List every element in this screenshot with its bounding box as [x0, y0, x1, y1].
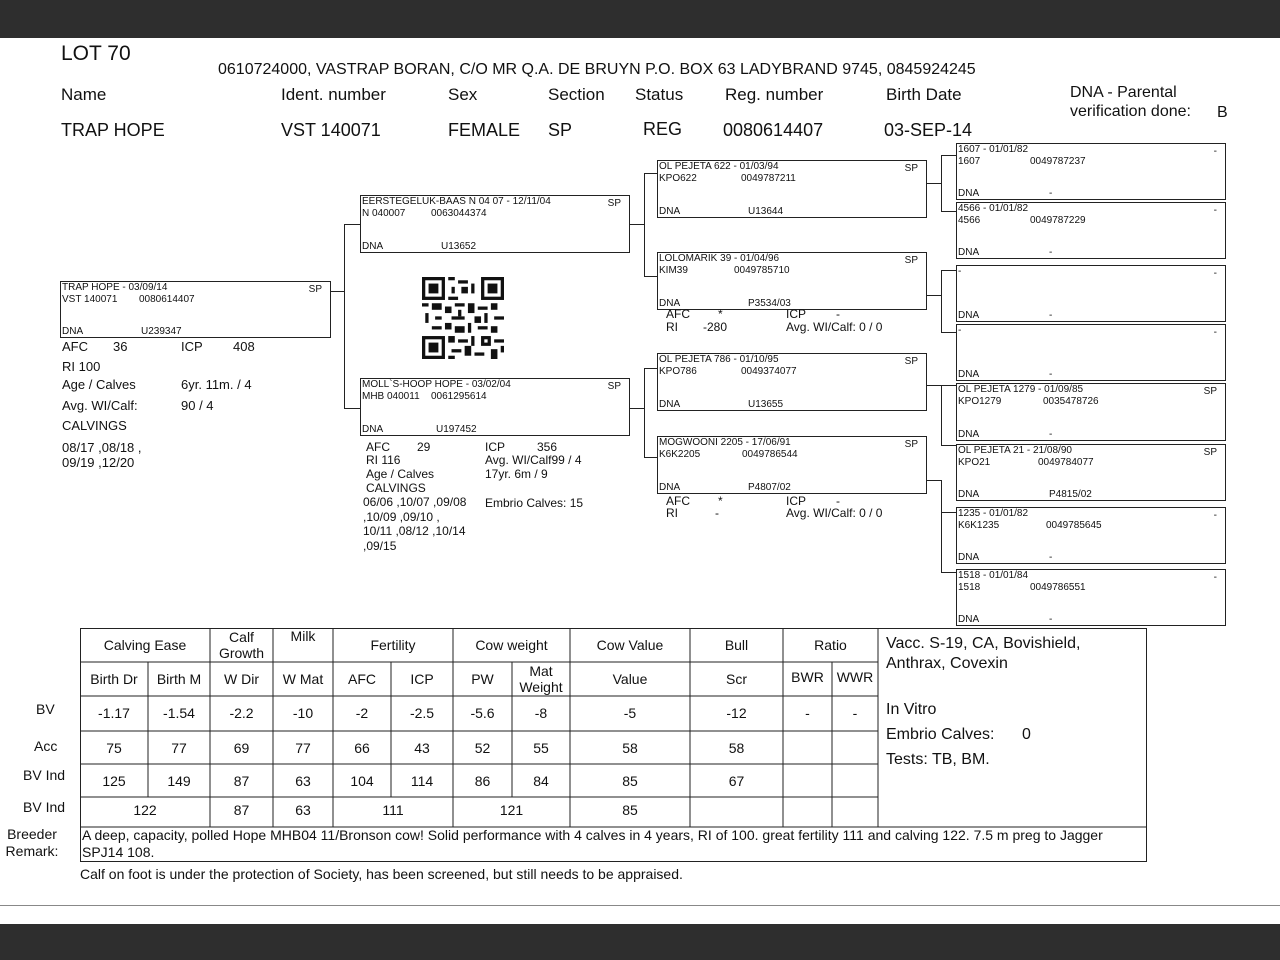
connector	[344, 408, 360, 409]
ss-title: OL PEJETA 622 - 01/03/94	[659, 161, 779, 172]
subject-wi-value: 90 / 4	[181, 398, 214, 413]
pedigree-dam-sire	[657, 353, 927, 411]
group-cow-weight: Cow weight	[475, 637, 548, 653]
embrio-value: 0	[1022, 726, 1031, 743]
col-mat-weight: Mat Weight	[519, 663, 563, 695]
dd-ri-value: -	[715, 506, 719, 520]
ss-dna-value: U13644	[748, 206, 784, 217]
embrio-label: Embrio Calves:	[886, 726, 995, 743]
sire-dna-label: DNA	[362, 241, 384, 252]
g5-reg: 0035478726	[1043, 396, 1099, 407]
dam-icp-label: ICP	[485, 440, 506, 454]
g1-dna-label: DNA	[958, 188, 980, 199]
connector	[941, 155, 956, 156]
g8-section: -	[1213, 572, 1217, 583]
connector	[941, 572, 956, 573]
g3-title: -	[958, 266, 962, 277]
col-wwr: WWR	[836, 669, 874, 685]
dd-icp-label: ICP	[786, 494, 807, 508]
g8-reg: 0049786551	[1030, 582, 1086, 593]
pedigree-subject	[60, 281, 331, 338]
header-section: Section	[548, 85, 605, 104]
owner-line: 0610724000, VASTRAP BORAN, C/O MR Q.A. DE BRUYN P.O. BOX 63 LADYBRAND 9745, 0845924245	[218, 61, 976, 78]
sire-reg: 0063044374	[431, 208, 487, 219]
connector	[941, 270, 942, 332]
connector	[941, 385, 942, 445]
bvind2-cow-value: 85	[622, 802, 638, 818]
sd-section: SP	[904, 255, 918, 266]
subject-dna-value: U239347	[141, 326, 182, 337]
g7-section: -	[1213, 510, 1217, 521]
g7-reg: 0049785645	[1046, 520, 1102, 531]
subject-afc-label: AFC	[62, 339, 88, 354]
dam-afc-value: 29	[417, 440, 431, 454]
sd-dna-label: DNA	[659, 298, 681, 309]
g8-dna-label: DNA	[958, 614, 980, 625]
connector	[941, 445, 956, 446]
g7-dna-value: -	[1049, 552, 1053, 563]
acc-w-dir: 69	[233, 739, 250, 756]
subject-calvings-label: CALVINGS	[62, 418, 127, 433]
connector	[644, 368, 645, 458]
group-calf-growth: Calf Growth	[218, 629, 265, 661]
sd-afc-value: *	[718, 307, 723, 321]
animal-name: TRAP HOPE	[61, 120, 165, 140]
connector	[925, 183, 941, 184]
dd-afc-value: *	[718, 494, 723, 508]
bv-afc: -2	[355, 705, 369, 721]
bvind2-calving: 122	[133, 802, 157, 818]
g1-title: 1607 - 01/01/82	[958, 144, 1029, 155]
dam-dna-label: DNA	[362, 424, 384, 435]
bv-wwr: -	[852, 705, 858, 721]
g2-section: -	[1213, 205, 1217, 216]
ss-reg: 0049787211	[741, 173, 796, 184]
pedigree-sire-dam	[657, 252, 927, 310]
dam-id: MHB 040011	[362, 391, 420, 402]
g7-dna-label: DNA	[958, 552, 980, 563]
dd-afc-label: AFC	[666, 494, 690, 508]
connector	[644, 276, 657, 277]
header-sex: Sex	[448, 85, 478, 104]
bv-bwr: -	[805, 705, 810, 721]
ss-section: SP	[904, 163, 918, 174]
bvind-birth-dr: 125	[102, 772, 126, 789]
sd-id: KIM39	[659, 265, 688, 276]
bvind-w-dir: 87	[233, 772, 250, 789]
pedigree-dam-dam	[657, 436, 927, 494]
header-reg: Reg. number	[725, 85, 824, 104]
connector	[941, 480, 942, 572]
ss-dna-label: DNA	[659, 206, 681, 217]
bvind-afc: 104	[350, 772, 374, 789]
animal-section: SP	[548, 120, 573, 140]
g4-dna-value: -	[1049, 369, 1053, 380]
acc-value: 58	[622, 739, 638, 756]
connector	[330, 291, 344, 292]
sire-title: EERSTEGELUK-BAAS N 04 07 - 12/11/04	[362, 196, 551, 207]
subject-age-value: 6yr. 11m. / 4	[181, 377, 252, 392]
row-label-bv-ind: BV Ind	[23, 799, 66, 815]
sd-afc-label: AFC	[666, 307, 690, 321]
subject-section: SP	[308, 284, 322, 295]
acc-scr: 58	[728, 739, 745, 756]
ds-title: OL PEJETA 786 - 01/10/95	[659, 354, 779, 365]
g1-reg: 0049787237	[1030, 156, 1086, 167]
dd-title: MOGWOONI 2205 - 17/06/91	[659, 437, 791, 448]
dam-age-label: Age / Calves	[366, 467, 435, 481]
dna-flag: B	[1217, 104, 1228, 121]
col-birth-m: Birth M	[156, 671, 202, 687]
acc-afc: 66	[354, 739, 370, 756]
dam-section: SP	[607, 381, 621, 392]
ds-section: SP	[904, 356, 918, 367]
pedigree-sire	[360, 195, 630, 253]
acc-mat-weight: 55	[533, 739, 549, 756]
connector	[941, 332, 956, 333]
pedigree-gen3-1	[956, 143, 1226, 200]
g3-section: -	[1213, 268, 1217, 279]
header-name: Name	[61, 85, 107, 104]
pedigree-gen3-2	[956, 202, 1226, 259]
dd-dna-value: P4807/02	[748, 482, 791, 493]
g2-dna-label: DNA	[958, 247, 980, 258]
bvind2-milk: 63	[295, 802, 311, 818]
bvind2-calf: 87	[233, 802, 250, 818]
pedigree-gen3-8	[956, 569, 1226, 626]
bv-birth-m: -1.54	[163, 705, 195, 721]
dd-ri-label: RI	[666, 506, 678, 520]
connector	[941, 385, 956, 386]
bv-icp: -2.5	[409, 705, 435, 721]
subject-title: TRAP HOPE - 03/09/14	[62, 282, 168, 293]
connector	[941, 270, 956, 271]
dd-icp-value: -	[836, 494, 840, 508]
group-fertility: Fertility	[370, 637, 416, 653]
dam-reg: 0061295614	[431, 391, 487, 402]
footer-divider	[0, 905, 1280, 906]
col-value: Value	[612, 671, 648, 687]
vaccinations: Vacc. S-19, CA, Bovishield, Anthrax, Covexin	[886, 635, 1081, 672]
bv-scr: -12	[726, 705, 747, 721]
g8-title: 1518 - 01/01/84	[958, 570, 1029, 581]
dam-calvings-label: CALVINGS	[366, 481, 426, 495]
dam-title: MOLL`S-HOOP HOPE - 03/02/04	[362, 379, 511, 390]
top-bar	[0, 0, 1280, 38]
ds-dna-value: U13655	[748, 399, 784, 410]
connector	[925, 295, 941, 296]
in-vitro: In Vitro	[886, 701, 937, 718]
g2-title: 4566 - 01/01/82	[958, 203, 1029, 214]
connector	[344, 224, 345, 409]
dna-note: DNA - Parental verification done:	[1070, 84, 1191, 120]
group-ratio: Ratio	[814, 637, 847, 653]
subject-age-label: Age / Calves	[62, 377, 136, 392]
g6-title: OL PEJETA 21 - 21/08/90	[958, 445, 1072, 456]
dam-calvings-list: ,10/09 ,09/10 ,	[363, 510, 440, 524]
sire-id: N 040007	[362, 208, 406, 219]
sd-wi: Avg. WI/Calf: 0 / 0	[786, 320, 883, 334]
breeder-remark-label: Breeder Remark:	[5, 826, 59, 859]
breeder-remark: A deep, capacity, polled Hope MHB04 11/Bronson cow! Solid performance with 4 calves in 4 years, RI of 100. great fertility 111 and calving 122. 7.5 m preg to Jagger SPJ14 108.	[82, 827, 1103, 860]
sd-reg: 0049785710	[734, 265, 790, 276]
animal-status: REG	[643, 119, 683, 139]
bvind-scr: 67	[728, 772, 745, 789]
g5-dna-label: DNA	[958, 429, 980, 440]
sd-icp-value: -	[836, 307, 840, 321]
g5-title: OL PEJETA 1279 - 01/09/85	[958, 384, 1084, 395]
pedigree-gen3-6	[956, 444, 1226, 501]
acc-w-mat: 77	[295, 739, 311, 756]
animal-sex: FEMALE	[448, 120, 521, 140]
subject-ri: RI 100	[62, 359, 101, 374]
g6-reg: 0049784077	[1038, 457, 1094, 468]
pedigree-dam	[360, 378, 630, 436]
connector	[344, 224, 360, 225]
connector	[941, 512, 956, 513]
g5-section: SP	[1203, 386, 1217, 397]
g3-dna-label: DNA	[958, 310, 980, 321]
g1-section: -	[1213, 146, 1217, 157]
subject-reg: 0080614407	[139, 294, 195, 305]
g7-title: 1235 - 01/01/82	[958, 508, 1029, 519]
group-milk: Milk	[290, 628, 316, 644]
dam-wi: Avg. WI/Calf99 / 4	[485, 453, 582, 467]
subject-id: VST 140071	[62, 294, 118, 305]
connector	[941, 155, 942, 211]
g5-id: KPO1279	[958, 396, 1002, 407]
group-cow-value: Cow Value	[596, 637, 664, 653]
g2-id: 4566	[958, 215, 981, 226]
bvind-icp: 114	[410, 772, 434, 789]
g4-title: -	[958, 325, 962, 336]
dam-icp-value: 356	[537, 440, 558, 454]
col-w-mat: W Mat	[282, 671, 324, 687]
bvind-birth-m: 149	[167, 772, 191, 789]
header-birth: Birth Date	[886, 85, 962, 104]
bottom-bar	[0, 924, 1280, 960]
sd-icp-label: ICP	[786, 307, 807, 321]
lot-number: LOT 70	[61, 42, 131, 65]
g8-dna-value: -	[1049, 614, 1053, 625]
dam-calvings-list: 10/11 ,08/12 ,10/14	[363, 524, 466, 538]
sire-section: SP	[607, 198, 621, 209]
dam-ri: RI 116	[366, 453, 401, 467]
connector	[644, 173, 657, 174]
pedigree-gen3-7	[956, 507, 1226, 564]
connector	[644, 368, 657, 369]
g3-dna-value: -	[1049, 310, 1053, 321]
bvind2-fertility: 111	[382, 802, 404, 818]
group-calving-ease: Calving Ease	[103, 637, 187, 653]
sire-dna-value: U13652	[441, 241, 477, 252]
bv-w-dir: -2.2	[229, 705, 254, 721]
connector	[925, 385, 941, 386]
animal-ident: VST 140071	[281, 120, 381, 140]
g6-id: KPO21	[958, 457, 991, 468]
g1-dna-value: -	[1049, 188, 1053, 199]
dam-embrio: Embrio Calves: 15	[485, 496, 584, 510]
col-scr: Scr	[726, 671, 747, 687]
subject-wi-label: Avg. WI/Calf:	[62, 398, 138, 413]
connector	[644, 457, 657, 458]
group-bull: Bull	[724, 637, 749, 653]
bv-birth-dr: -1.17	[98, 705, 130, 721]
bv-w-mat: -10	[292, 705, 314, 721]
connector	[628, 408, 644, 409]
sd-dna-value: P3534/03	[748, 298, 791, 309]
connector	[628, 224, 644, 225]
dd-dna-label: DNA	[659, 482, 681, 493]
bvind-pw: 86	[474, 772, 491, 789]
g7-id: K6K1235	[958, 520, 1000, 531]
ds-dna-label: DNA	[659, 399, 681, 410]
bv-value: -5	[623, 705, 637, 721]
col-icp: ICP	[410, 671, 434, 687]
bvind-value: 85	[622, 772, 638, 789]
subject-afc-value: 36	[113, 339, 128, 354]
footnote: Calf on foot is under the protection of Society, has been screened, but still needs to be appraised.	[80, 866, 683, 882]
bv-mat-weight: -8	[534, 705, 548, 721]
g4-dna-label: DNA	[958, 369, 980, 380]
g2-dna-value: -	[1049, 247, 1053, 258]
g5-dna-value: -	[1049, 429, 1053, 440]
connector	[925, 480, 941, 481]
connector	[644, 173, 645, 276]
header-ident: Ident. number	[281, 85, 386, 104]
header-status: Status	[635, 85, 684, 104]
ds-id: KPO786	[659, 366, 697, 377]
g6-section: SP	[1203, 447, 1217, 458]
g6-dna-label: DNA	[958, 489, 980, 500]
pedigree-gen3-5	[956, 383, 1226, 441]
col-w-dir: W Dir	[224, 671, 259, 687]
subject-calvings-list: 08/17 ,08/18 ,	[62, 440, 142, 455]
g8-id: 1518	[958, 582, 981, 593]
dd-section: SP	[904, 439, 918, 450]
sd-title: LOLOMARIK 39 - 01/04/96	[659, 253, 780, 264]
bvind-w-mat: 63	[295, 772, 311, 789]
tests: Tests: TB, BM.	[886, 751, 990, 768]
dam-calvings-list: 06/06 ,10/07 ,09/08	[363, 495, 467, 509]
acc-icp: 43	[414, 739, 430, 756]
col-birth-dr: Birth Dr	[90, 671, 138, 687]
animal-reg: 0080614407	[723, 120, 824, 140]
dam-calvings-list: ,09/15	[363, 539, 397, 553]
col-pw: PW	[471, 671, 494, 687]
g1-id: 1607	[958, 156, 981, 167]
bv-pw: -5.6	[470, 705, 495, 721]
pedigree-sire-sire	[657, 160, 927, 218]
col-bwr: BWR	[791, 669, 824, 685]
subject-icp-value: 408	[233, 339, 255, 354]
g2-reg: 0049787229	[1030, 215, 1086, 226]
acc-pw: 52	[474, 739, 491, 756]
subject-calvings-list: 09/19 ,12/20	[62, 455, 135, 470]
animal-birth: 03-SEP-14	[884, 120, 973, 140]
row-label-bv: BV	[36, 701, 55, 717]
dam-dna-value: U197452	[436, 424, 477, 435]
row-label-bv-ind: BV Ind	[23, 767, 66, 783]
g6-dna-value: P4815/02	[1049, 489, 1092, 500]
ss-id: KPO622	[659, 173, 697, 184]
bvind2-cow-weight: 121	[499, 802, 524, 818]
subject-icp-label: ICP	[181, 339, 203, 354]
g4-section: -	[1213, 327, 1217, 338]
qr-code	[419, 277, 507, 359]
subject-dna-label: DNA	[62, 326, 84, 337]
bvind-mat-weight: 84	[533, 772, 549, 789]
acc-birth-dr: 75	[106, 739, 122, 756]
ds-reg: 0049374077	[741, 366, 797, 377]
dam-afc-label: AFC	[366, 440, 390, 454]
sd-ri-value: -280	[703, 320, 728, 334]
dd-reg: 0049786544	[742, 449, 798, 460]
pedigree-gen3-4	[956, 324, 1226, 381]
row-label-acc: Acc	[34, 738, 58, 754]
sd-ri-label: RI	[666, 320, 678, 334]
dd-id: K6K2205	[659, 449, 701, 460]
dd-wi: Avg. WI/Calf: 0 / 0	[786, 506, 883, 520]
connector	[941, 211, 956, 212]
pedigree-gen3-3	[956, 265, 1226, 322]
col-afc: AFC	[348, 671, 376, 687]
acc-birth-m: 77	[171, 739, 187, 756]
dam-age-value: 17yr. 6m / 9	[485, 467, 548, 481]
